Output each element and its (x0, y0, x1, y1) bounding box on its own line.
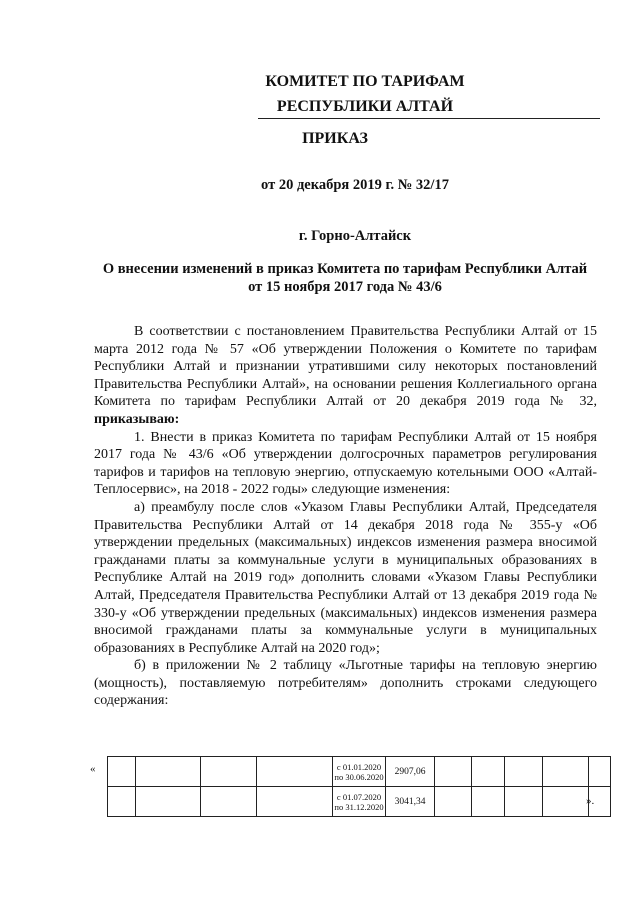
paragraph-preamble (94, 323, 597, 429)
table-open-quote: « (90, 763, 96, 775)
table-row (108, 787, 611, 817)
paragraph-item-1: 1. Внести в приказ Комитета по тарифам Республики Алтай от 15 ноября 2017 года № 43/6 «Об утверждении долгосрочных параметров регулирования тарифов и тарифов на тепловую энергию, отпускаемую котельными ООО «Алтай-Теплосервис», на 2018 - 2022 годы» следующие изменения: (94, 429, 597, 498)
document-city: г. Горно-Алтайск (298, 228, 412, 244)
tariff-table (107, 756, 611, 817)
document-type: ПРИКАЗ (302, 130, 368, 147)
preamble-text: В соответствии с постановлением Правительства Республики Алтай от 15 марта 2012 года № 57 «Об утверждении Положения о Комитете по тарифам Республики Алтай и признании утратившими силу некоторых постановлений Правительства Республики Алтай», на основании решения Коллегиального органа Комитета по тарифам Республики Алтай от 20 декабря 2019 года № 32, (94, 324, 597, 410)
document-date-number: от 20 декабря 2019 г. № 32/17 (261, 177, 449, 193)
organization-name-line1: КОМИТЕТ ПО ТАРИФАМ (265, 73, 465, 90)
period-cell: с 01.07.2020 по 31.12.2020 (333, 787, 386, 817)
tariff-value-cell: 3041,34 (386, 787, 435, 817)
table-row (108, 757, 611, 787)
document-body (94, 323, 597, 710)
organization-name-line2: РЕСПУБЛИКИ АЛТАЙ (276, 98, 454, 115)
paragraph-item-a: а) преамбулу после слов «Указом Главы Республики Алтай, Председателя Правительства Республики Алтай от 14 декабря 2018 года № 355-у «Об утверждении предельных (максимальных) индексов изменения размера вносимой гражданами платы за коммунальные услуги в муниципальных образованиях в Республике Алтай на 2019 год» дополнить словами «Указом Главы Республики Алтай, Председателя Правительства Республики Алтай от 13 декабря 2019 года № 330-у «Об утверждении предельных (максимальных) индексов изменения размера вносимой гражданами платы за коммунальные услуги в муниципальных образованиях в Республике Алтай на 2020 год»; (94, 499, 597, 656)
header-divider (258, 118, 600, 119)
document-subject: О внесении изменений в приказ Комитета по тарифам Республики Алтай от 15 ноября 2017 года № 43/6 (102, 261, 588, 295)
order-word: приказываю: (94, 411, 180, 427)
table-close-quote: ». (586, 795, 595, 807)
paragraph-item-b: б) в приложении № 2 таблицу «Льготные тарифы на тепловую энергию (мощность), поставляемую потребителям» дополнить строками следующего содержания: (94, 658, 597, 709)
period-cell: с 01.01.2020 по 30.06.2020 (333, 757, 386, 787)
tariff-value-cell: 2907,06 (386, 757, 435, 787)
